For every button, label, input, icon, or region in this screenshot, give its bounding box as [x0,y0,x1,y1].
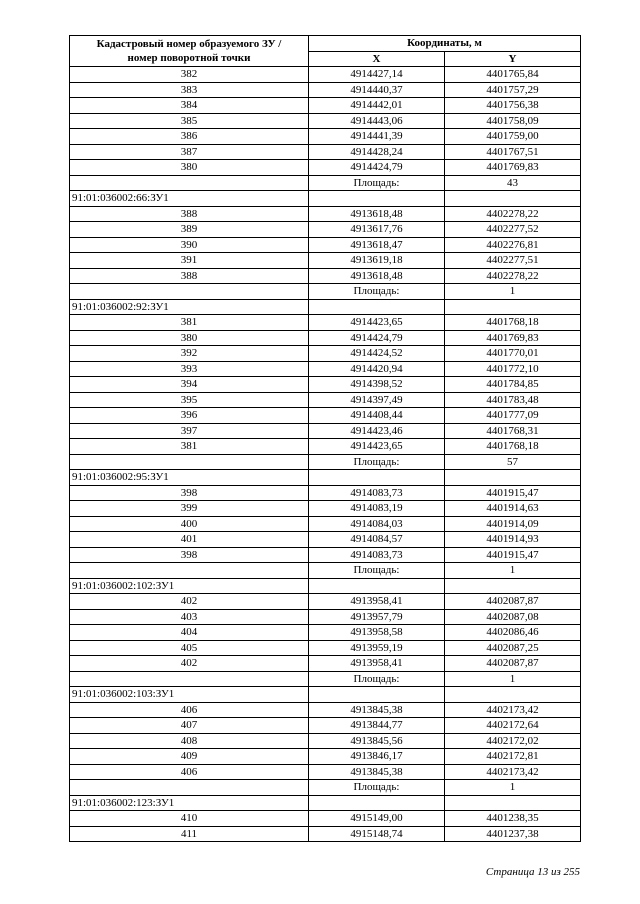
table-row [70,764,581,780]
area-row [70,563,581,579]
area-label: Площадь: [309,780,445,796]
y-coordinate: 4401783,48 [445,392,581,408]
x-coordinate: 4914424,79 [309,330,445,346]
point-number: 380 [70,160,309,176]
parcel-column-header-line2: номер поворотной точки [127,52,251,64]
coordinates-column-header: Координаты, м [309,36,581,52]
x-coordinate: 4913618,48 [309,206,445,222]
y-coordinate: 4402277,52 [445,222,581,238]
table-row [70,330,581,346]
blank-cell [445,191,581,207]
blank-cell [309,299,445,315]
table-row [70,361,581,377]
x-coordinate: 4913958,58 [309,625,445,641]
x-coordinate: 4913844,77 [309,718,445,734]
parcel-column-header-line1: Кадастровый номер образуемого ЗУ / [96,38,282,50]
y-coordinate: 4401238,35 [445,811,581,827]
x-coordinate: 4913845,38 [309,702,445,718]
table-body [70,67,581,842]
area-row [70,780,581,796]
y-coordinate: 4401914,09 [445,516,581,532]
blank-cell [309,687,445,703]
y-coordinate: 4401769,83 [445,330,581,346]
point-number: 389 [70,222,309,238]
y-coordinate: 4402172,64 [445,718,581,734]
x-coordinate: 4913846,17 [309,749,445,765]
page-number: Страница 13 из 255 [485,866,580,878]
parcel-row [70,578,581,594]
y-coordinate: 4401914,63 [445,501,581,517]
area-label: Площадь: [309,454,445,470]
blank-cell [445,299,581,315]
x-coordinate: 4913959,19 [309,640,445,656]
point-number: 383 [70,82,309,98]
table-row [70,609,581,625]
blank-cell [70,671,309,687]
table-row [70,733,581,749]
x-coordinate: 4913958,41 [309,594,445,610]
x-coordinate: 4915149,00 [309,811,445,827]
y-coordinate: 4402087,87 [445,656,581,672]
y-coordinate: 4401756,38 [445,98,581,114]
table-row [70,594,581,610]
point-number: 400 [70,516,309,532]
parcel-row [70,191,581,207]
table-row [70,392,581,408]
area-row [70,671,581,687]
blank-cell [70,175,309,191]
x-coordinate: 4914083,73 [309,547,445,563]
point-number: 406 [70,764,309,780]
x-coordinate: 4914424,52 [309,346,445,362]
table-row [70,826,581,842]
x-coordinate: 4914443,06 [309,113,445,129]
x-coordinate: 4914084,57 [309,532,445,548]
point-number: 388 [70,206,309,222]
point-number: 385 [70,113,309,129]
y-coordinate: 4402277,51 [445,253,581,269]
y-coordinate: 4401784,85 [445,377,581,393]
table-row [70,640,581,656]
x-coordinate: 4914423,65 [309,315,445,331]
point-number: 384 [70,98,309,114]
point-number: 409 [70,749,309,765]
y-coordinate: 4402276,81 [445,237,581,253]
x-coordinate: 4914398,52 [309,377,445,393]
table-row [70,702,581,718]
point-number: 402 [70,656,309,672]
blank-cell [445,687,581,703]
x-coordinate: 4914083,73 [309,485,445,501]
blank-cell [309,470,445,486]
table-row [70,268,581,284]
x-coordinate: 4914083,19 [309,501,445,517]
y-coordinate: 4402173,42 [445,702,581,718]
table-row [70,98,581,114]
x-coordinate: 4914424,79 [309,160,445,176]
x-coordinate: 4914427,14 [309,67,445,83]
y-coordinate: 4401768,18 [445,439,581,455]
y-coordinate: 4402173,42 [445,764,581,780]
point-number: 397 [70,423,309,439]
table-row [70,516,581,532]
y-coordinate: 4401759,00 [445,129,581,145]
table-row [70,656,581,672]
point-number: 381 [70,439,309,455]
table-row [70,82,581,98]
x-coordinate: 4915148,74 [309,826,445,842]
y-coordinate: 4401768,31 [445,423,581,439]
parcel-cadastral-number: 91:01:036002:103:ЗУ1 [70,687,309,703]
table-row [70,206,581,222]
x-coordinate: 4914442,01 [309,98,445,114]
point-number: 382 [70,67,309,83]
blank-cell [70,284,309,300]
table-row [70,423,581,439]
table-row [70,485,581,501]
blank-cell [70,454,309,470]
y-coordinate: 4401777,09 [445,408,581,424]
parcel-row [70,795,581,811]
point-number: 388 [70,268,309,284]
parcel-column-header [70,36,309,67]
point-number: 393 [70,361,309,377]
table-row [70,532,581,548]
x-coordinate: 4913618,48 [309,268,445,284]
point-number: 406 [70,702,309,718]
table-row [70,547,581,563]
blank-cell [445,470,581,486]
area-value: 1 [445,284,581,300]
table-row [70,439,581,455]
parcel-cadastral-number: 91:01:036002:66:ЗУ1 [70,191,309,207]
point-number: 407 [70,718,309,734]
table-row [70,253,581,269]
point-number: 402 [70,594,309,610]
table-row [70,501,581,517]
area-label: Площадь: [309,284,445,300]
point-number: 398 [70,547,309,563]
point-number: 396 [70,408,309,424]
point-number: 387 [70,144,309,160]
point-number: 408 [70,733,309,749]
point-number: 381 [70,315,309,331]
x-coordinate: 4913617,76 [309,222,445,238]
table-row [70,315,581,331]
area-row [70,284,581,300]
area-value: 1 [445,671,581,687]
blank-cell [445,578,581,594]
area-label: Площадь: [309,671,445,687]
table-row [70,811,581,827]
y-coordinate: 4401765,84 [445,67,581,83]
parcel-cadastral-number: 91:01:036002:95:ЗУ1 [70,470,309,486]
table-row [70,113,581,129]
y-coordinate: 4402278,22 [445,206,581,222]
y-coordinate: 4402087,08 [445,609,581,625]
blank-cell [70,780,309,796]
point-number: 391 [70,253,309,269]
x-coordinate: 4914428,24 [309,144,445,160]
point-number: 411 [70,826,309,842]
y-coordinate: 4402087,87 [445,594,581,610]
table-row [70,377,581,393]
area-value: 1 [445,780,581,796]
y-coordinate: 4402172,81 [445,749,581,765]
x-coordinate: 4914423,46 [309,423,445,439]
x-coordinate: 4913845,56 [309,733,445,749]
area-row [70,454,581,470]
y-coordinate: 4401757,29 [445,82,581,98]
y-coordinate: 4401915,47 [445,485,581,501]
y-coordinate: 4401770,01 [445,346,581,362]
blank-cell [445,795,581,811]
point-number: 403 [70,609,309,625]
point-number: 380 [70,330,309,346]
area-value: 1 [445,563,581,579]
x-coordinate: 4913619,18 [309,253,445,269]
x-coordinate: 4914084,03 [309,516,445,532]
y-coordinate: 4402278,22 [445,268,581,284]
y-coordinate: 4401914,93 [445,532,581,548]
table-row [70,129,581,145]
table-row [70,749,581,765]
point-number: 401 [70,532,309,548]
y-coordinate: 4401915,47 [445,547,581,563]
x-coordinate: 4914441,39 [309,129,445,145]
area-value: 43 [445,175,581,191]
table-row [70,67,581,83]
point-number: 399 [70,501,309,517]
y-coordinate: 4401758,09 [445,113,581,129]
point-number: 394 [70,377,309,393]
table-row [70,408,581,424]
x-coordinate: 4913618,47 [309,237,445,253]
y-coordinate: 4401767,51 [445,144,581,160]
table-row [70,346,581,362]
x-coordinate: 4914397,49 [309,392,445,408]
parcel-cadastral-number: 91:01:036002:102:ЗУ1 [70,578,309,594]
parcel-row [70,687,581,703]
y-coordinate: 4401772,10 [445,361,581,377]
y-coordinate: 4401768,18 [445,315,581,331]
point-number: 390 [70,237,309,253]
table-row [70,237,581,253]
y-coordinate: 4402086,46 [445,625,581,641]
table-row [70,144,581,160]
x-coordinate: 4914423,65 [309,439,445,455]
x-coordinate: 4914420,94 [309,361,445,377]
point-number: 392 [70,346,309,362]
table-row [70,718,581,734]
point-number: 405 [70,640,309,656]
point-number: 404 [70,625,309,641]
parcel-cadastral-number: 91:01:036002:123:ЗУ1 [70,795,309,811]
y-coordinate: 4402172,02 [445,733,581,749]
blank-cell [309,795,445,811]
area-value: 57 [445,454,581,470]
x-coordinate: 4913958,41 [309,656,445,672]
blank-cell [309,191,445,207]
y-coordinate: 4401237,38 [445,826,581,842]
parcel-cadastral-number: 91:01:036002:92:ЗУ1 [70,299,309,315]
table-row [70,222,581,238]
y-column-header: Y [445,51,581,67]
table-row [70,160,581,176]
parcel-row [70,299,581,315]
table-row [70,625,581,641]
x-column-header: X [309,51,445,67]
y-coordinate: 4402087,25 [445,640,581,656]
table-header [70,36,581,67]
point-number: 410 [70,811,309,827]
area-label: Площадь: [309,563,445,579]
area-row [70,175,581,191]
blank-cell [309,578,445,594]
x-coordinate: 4914440,37 [309,82,445,98]
x-coordinate: 4914408,44 [309,408,445,424]
area-label: Площадь: [309,175,445,191]
y-coordinate: 4401769,83 [445,160,581,176]
x-coordinate: 4913957,79 [309,609,445,625]
x-coordinate: 4913845,38 [309,764,445,780]
point-number: 386 [70,129,309,145]
blank-cell [70,563,309,579]
parcel-row [70,470,581,486]
point-number: 395 [70,392,309,408]
coordinates-table [69,35,581,842]
point-number: 398 [70,485,309,501]
